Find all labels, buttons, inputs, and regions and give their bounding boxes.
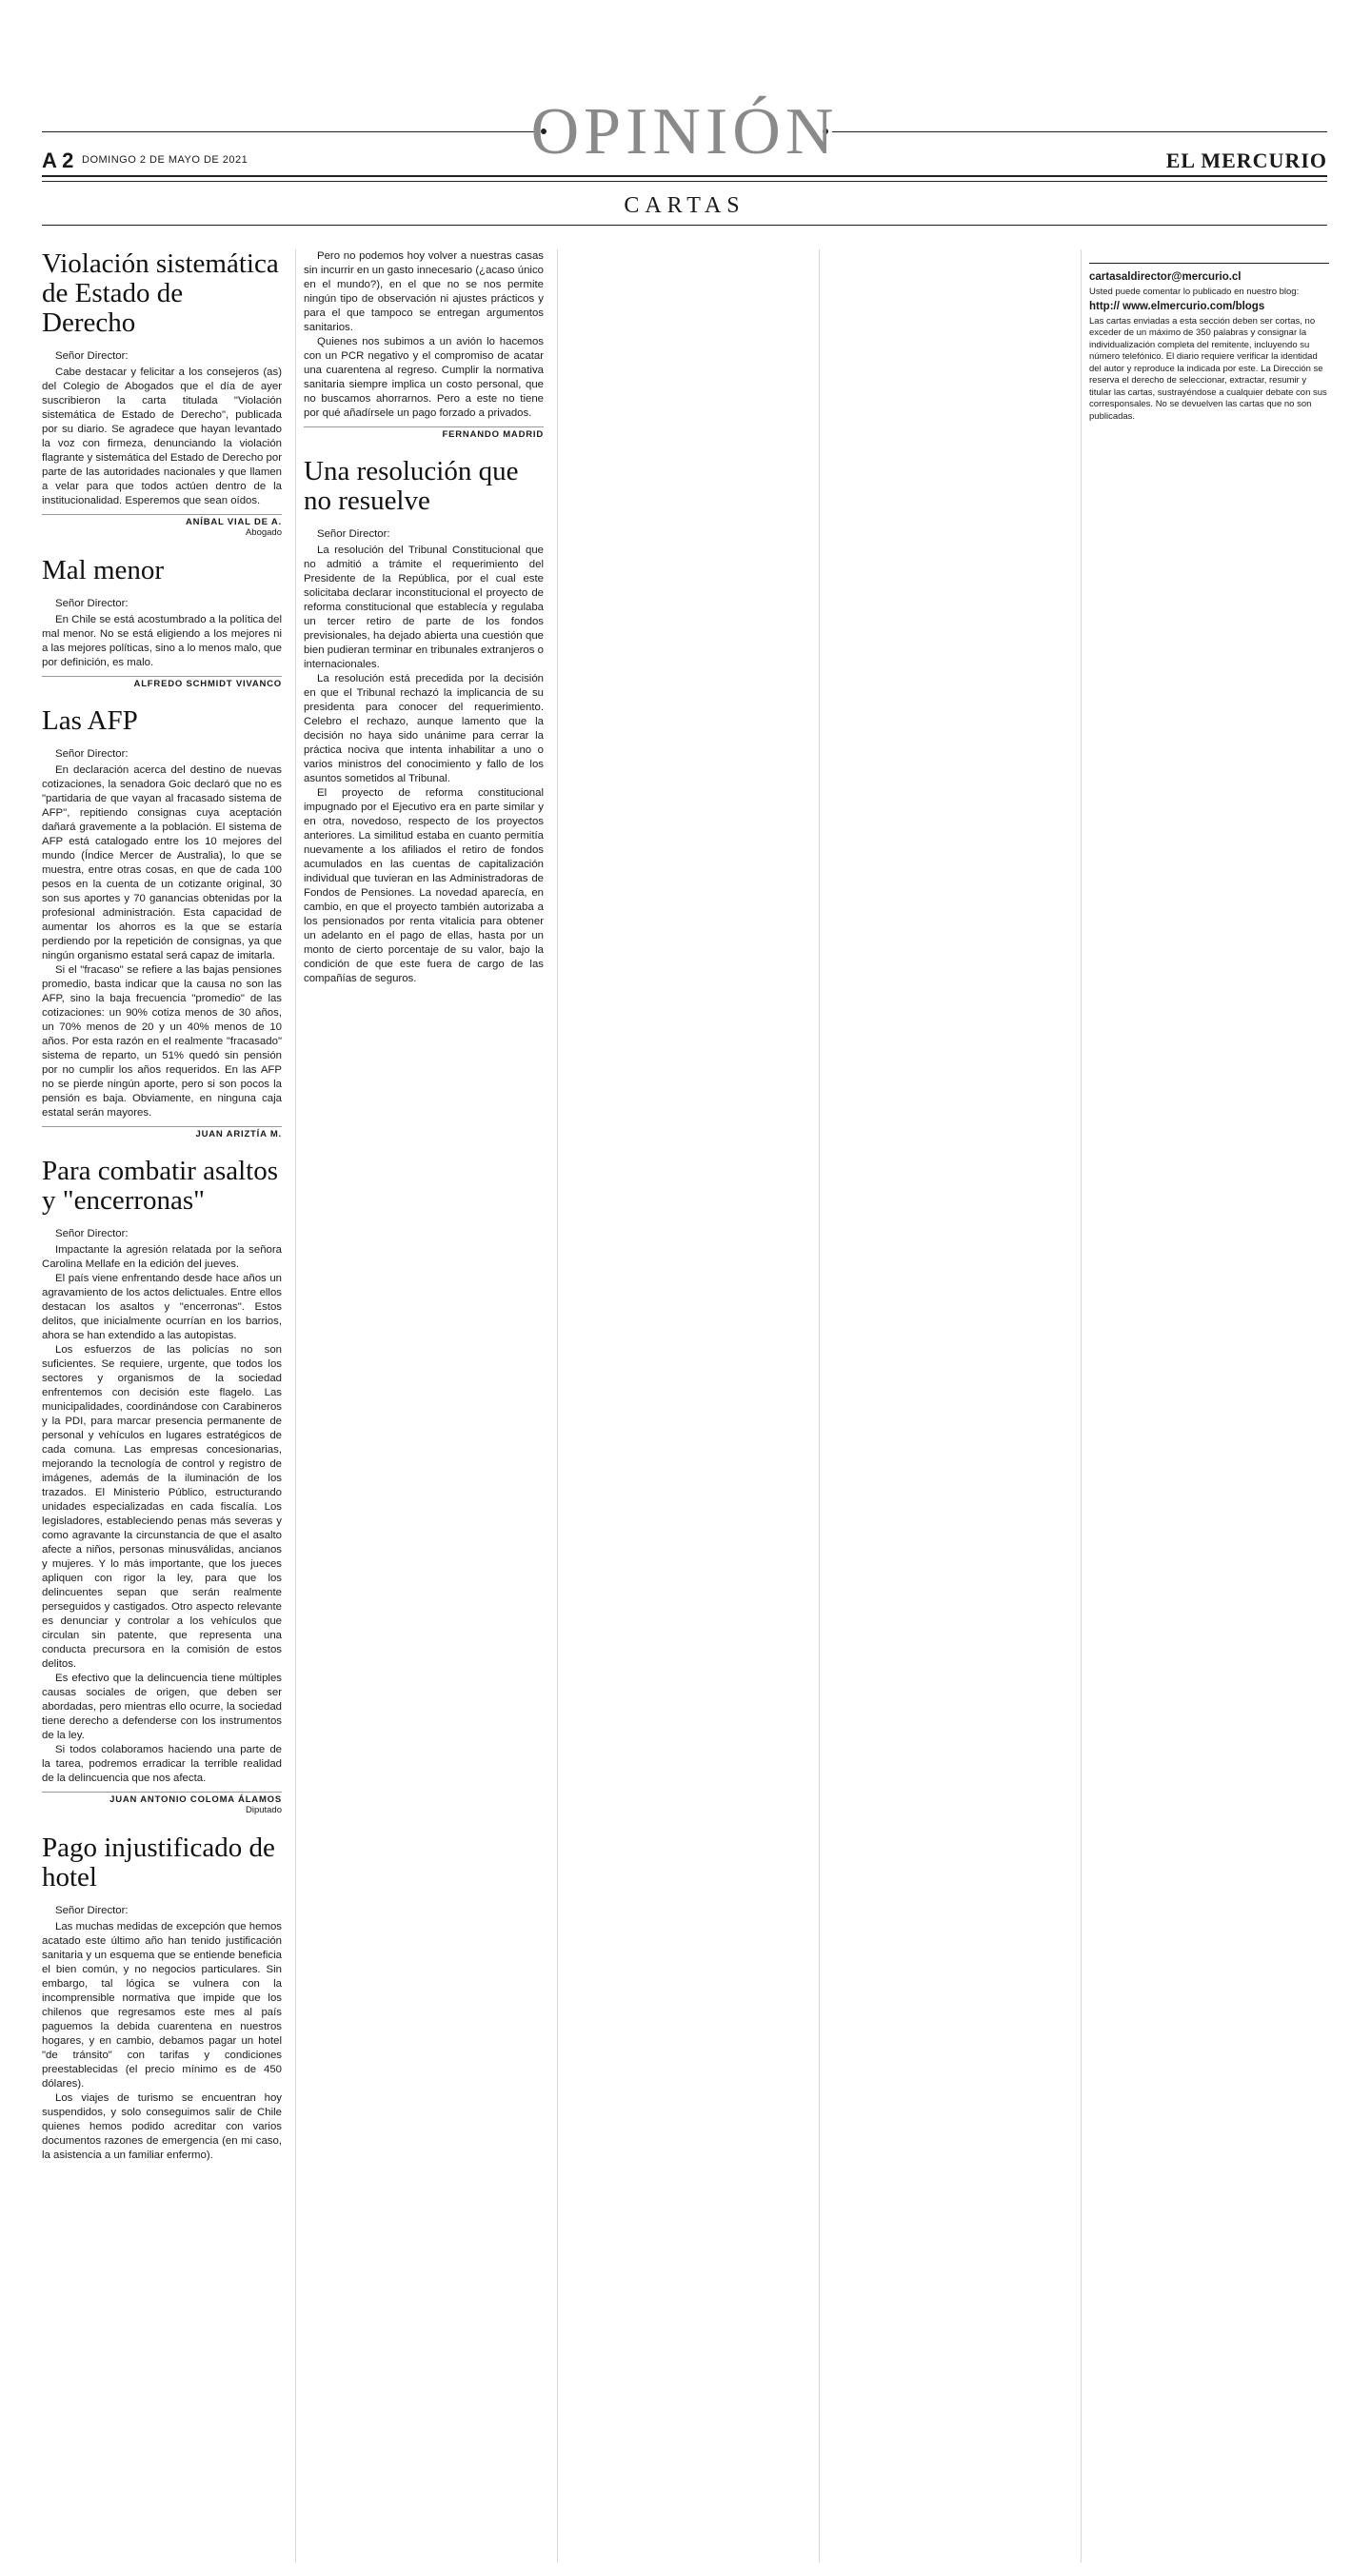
subsection-title: CARTAS: [624, 193, 745, 218]
column-3: [557, 249, 805, 2563]
letter-salutation: Señor Director:: [317, 528, 390, 540]
letter-salutation: Señor Director:: [55, 1228, 129, 1239]
column-1: [42, 249, 282, 2563]
letter-paragraph: Si todos colaboramos haciendo una parte de la tarea, podremos erradicar la terrible realidad de la delincuencia que nos afecta.: [42, 1744, 282, 1784]
letter: [42, 706, 282, 1139]
letter-author: JUAN ANTONIO COLOMA ÁLAMOS: [109, 1794, 282, 1805]
contact-box: [1089, 263, 1329, 423]
letter-author: JUAN ARIZTÍA M.: [195, 1129, 282, 1139]
contact-email[interactable]: cartasaldirector@mercurio.cl: [1089, 271, 1242, 283]
letter-paragraph: El país viene enfrentando desde hace años un agravamiento de los actos delictuales. Entre ellos destacan los asaltos y "encerronas". Estos delitos, que inicialmente ocurrían en los barrios, ahora se han extendido a las autopistas.: [42, 1273, 282, 1341]
letter-paragraph: El proyecto de reforma constitucional impugnado por el Ejecutivo era en parte similar y en otra, novedoso, respecto de los proyectos anteriores. La similitud estaba en cuanto permitía nuevamente a los afiliados el retiro de fondos acumulados en las cuentas de capitalización individual que tuvieran en las Administradoras de Fondos de Pensiones. La novedad aparecía, en cambio, en que el proyecto también autorizaba a los pensionados por renta vitalicia para obtener un adelanto en el pago de ellas, hasta por un monto de cierto porcentaje de su valor, bajo la condición de que este fuera de cargo de las compañías de seguros.: [304, 787, 544, 984]
letter: [42, 1833, 282, 2163]
column-2: [295, 249, 544, 2563]
letter-paragraph: Es efectivo que la delincuencia tiene múltiples causas sociales de origen, que deben ser abordadas, pero mientras ello ocurre, la sociedad tiene derecho a defenderse con los instrumentos de la ley.: [42, 1673, 282, 1741]
letter-title: Pago injustificado de hotel: [42, 1833, 275, 1892]
column-4: [819, 249, 1067, 2563]
blog-link[interactable]: http:// www.elmercurio.com/blogs: [1089, 300, 1265, 312]
letter-author-role: Abogado: [245, 527, 282, 538]
letter-paragraph: En Chile se está acostumbrado a la política del mal menor. No se está eligiendo a los mejores ni a las mejores políticas, sino a lo menos malo, que por definición, es malo.: [42, 614, 282, 668]
letter: [42, 556, 282, 689]
letter-signature: [42, 1126, 282, 1139]
section-title: OPINIÓN: [530, 95, 839, 168]
letter-paragraph: Las muchas medidas de excepción que hemos acatado este último año han tenido justificación sanitaria y un esquema que se entiende beneficia el bien común, y no negocios particulares. Sin embargo, tal lógica se vulnera con la incomprensible normativa que impide que los chilenos que regresamos este mes al país paguemos la debida cuarentena en nuestros hogares, y en cambio, debamos pagar un hotel "de tránsito" con tarifas y condiciones preestablecidas (el precio mínimo es de 450 dólares).: [42, 1921, 282, 2090]
page-number: A 2: [42, 149, 74, 172]
letter-salutation: Señor Director:: [55, 598, 129, 609]
letter-title: Las AFP: [42, 705, 138, 736]
letter-title: Una resolución que no resuelve: [304, 456, 519, 516]
letter: [304, 249, 544, 440]
letter-paragraph: Quienes nos subimos a un avión lo hacemos con un PCR negativo y el compromiso de acatar una cuarentena al regreso. Cumplir la normativa sanitaria siempre implica un costo personal, que no buscamos ahorrarnos. Pero a este no tiene por qué añadírsele un pago forzado a privados.: [304, 336, 544, 419]
letter-author-role: Diputado: [245, 1805, 282, 1815]
letter-signature: [42, 1792, 282, 1816]
letter-author: FERNANDO MADRID: [442, 429, 544, 440]
letter-paragraph: Cabe destacar y felicitar a los consejeros (as) del Colegio de Abogados que el día de ayer suscribieron la carta titulada "Violación sistemática de Estado de Derecho", publicada por su diario. Se agradece que hayan levantado la voz con firmeza, denunciando la violación flagrante y sistemática del Estado de Derecho por parte de las autoridades nacionales y que llamen a velar para que todos actúen dentro de la institucionalidad. Esperemos que sean oídos.: [42, 367, 282, 506]
subsection-rule: [42, 225, 1327, 226]
letter-title: Mal menor: [42, 555, 165, 585]
letter-author: ANÍBAL VIAL DE A.: [185, 517, 282, 527]
letter-paragraph: Pero no podemos hoy volver a nuestras casas sin incurrir en un gasto innecesario (¿acaso único en el mundo?), en el que no se nos permite ningún tipo de observación ni ajustes prácticos y para el que tampoco se entregan argumentos sanitarios.: [304, 250, 544, 333]
contact-email-note: Usted puede comentar lo publicado en nuestro blog:: [1089, 287, 1300, 297]
header-rule-2: [42, 181, 1327, 182]
letter-title: Violación sistemática de Estado de Derecho: [42, 249, 279, 338]
letters-columns: [42, 249, 1329, 2563]
letter-paragraph: En declaración acerca del destino de nuevas cotizaciones, la senadora Goic declaró que no es "partidaria de que vayan al fracasado sistema de AFP", repitiendo consignas cuya aceptación dañará gravemente a la población. El sistema de AFP está catalogado entre los 10 mejores del mundo (Índice Mercer de Australia), lo que se muestra, entre otras cosas, en que de cada 100 pesos en la cuenta de un cotizante original, 30 son sus aportes y 70 ganancias obtenidas por la profesional administración. Esta capacidad de aumentar los ahorros es la que se estaría perdiendo por la repetición de consignas, ya que ningún organismo estatal será capaz de imitarla.: [42, 764, 282, 961]
letter-paragraph: Si el "fracaso" se refiere a las bajas pensiones promedio, basta indicar que la causa no son las AFP, sino la baja frecuencia "promedio" de las cotizaciones: un 90% cotiza menos de 30 años, un 70% menos de 20 y un 40% menos de 10 años. Por esta razón en el realmente "fracasado" sistema de reparto, un 51% quedó sin pensión por no cumplir los años requeridos. En las AFP no se pierde ningún aporte, pero si son pocos la pensión es baja. Obviamente, en ninguna caja estatal serán mayores.: [42, 964, 282, 1119]
letter: [42, 1157, 282, 1816]
letter: [304, 457, 544, 986]
letter-author: ALFREDO SCHMIDT VIVANCO: [133, 679, 282, 689]
letter-salutation: Señor Director:: [55, 1905, 129, 1916]
letter-signature: [42, 676, 282, 689]
newspaper-name: EL MERCURIO: [1165, 149, 1327, 172]
contact-note: Las cartas enviadas a esta sección deben ser cortas, no exceder de un máximo de 350 palabras y consignar la individualización completa del remitente, incluyendo su número telefónico. El diario requiere verificar la identidad del autor y reproduce la indicada por este. La Dirección se reserva el derecho de seleccionar, extractar, resumir y titular las cartas, sustrayéndose a cualquier debate con sus corresponsales. No se devuelven las cartas que no son publicadas.: [1089, 315, 1327, 422]
letter-salutation: Señor Director:: [55, 748, 129, 760]
letter: [42, 249, 282, 539]
letter-paragraph: Los viajes de turismo se encuentran hoy suspendidos, y solo conseguimos salir de Chile quienes hemos podido acreditar con varios documentos razones de emergencia (en mi caso, la asistencia a un familiar enfermo).: [42, 2092, 282, 2161]
letter-paragraph: La resolución del Tribunal Constitucional que no admitió a trámite el requerimiento del Presidente de la República, por el cual este solicitaba declarar inconstitucional el proyecto de reforma constitucional que establecía y regulaba un tercer retiro de parte de los fondos previsionales, ha dejado abierta una cuestión que bien pudieran terminar en tribunales extranjeros o internacionales.: [304, 545, 544, 670]
issue-date: DOMINGO 2 DE MAYO DE 2021: [82, 154, 248, 166]
letter-paragraph: La resolución está precedida por la decisión en que el Tribunal rechazó la implicancia de su presidenta para conocer del requerimiento. Celebro el rechazo, aunque lamento que la decisión no haya sido unánime para cerrar la práctica nociva que intenta inhabilitar a uno o varios ministros del conocimiento y fallo de los asuntos sometidos al Tribunal.: [304, 673, 544, 784]
letter-paragraph: Impactante la agresión relatada por la señora Carolina Mellafe en la edición del jueves.: [42, 1244, 282, 1270]
letter-salutation: Señor Director:: [55, 350, 129, 362]
letter-signature: [42, 514, 282, 539]
masthead: [42, 0, 1327, 228]
column-5: [1081, 249, 1329, 2563]
letter-signature: [304, 426, 544, 440]
letter-paragraph: Los esfuerzos de las policías no son suficientes. Se requiere, urgente, que todos los sectores y organismos de la sociedad enfrentemos con decisión este flagelo. Las municipalidades, coordinándose con Carabineros y la PDI, para marcar presencia permanente de personal y vehículos en lugares estratégicos de cada comuna. Las empresas concesionarias, mejorando la tecnología de control y registro de imágenes, además de la iluminación de los trazados. El Ministerio Público, estructurando unidades especializadas en cada fiscalía. Los legisladores, estableciendo penas más severas y como agravante la circunstancia de que el asalto afecte a niños, personas minusválidas, ancianos y mujeres. Y lo más importante, que los jueces apliquen con rigor la ley, para que los delincuentes sepan que serán realmente perseguidos y castigados. Otro aspecto relevante es denunciar y controlar a los vehículos que circulan sin patente, que representa una conducta precursora en la comisión de estos delitos.: [42, 1344, 282, 1670]
header-rule-1: [42, 175, 1327, 177]
letter-title: Para combatir asaltos y "encerronas": [42, 1156, 279, 1216]
